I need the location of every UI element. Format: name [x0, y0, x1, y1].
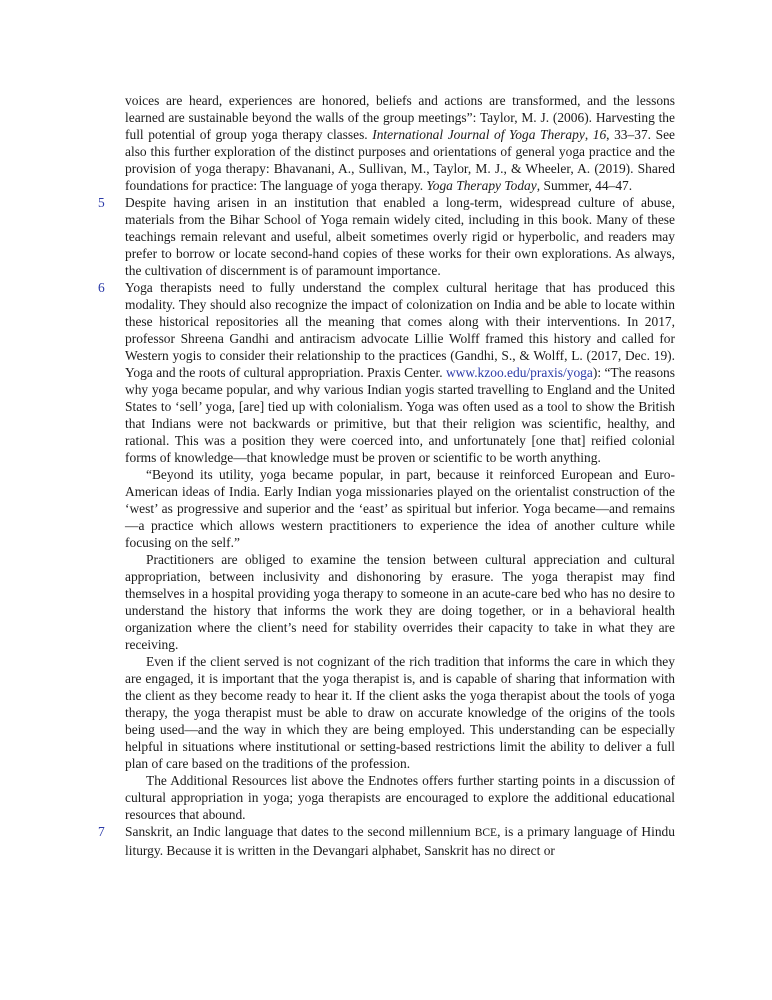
journal-title: Yoga Therapy Today [426, 178, 537, 193]
text-span: , [584, 127, 593, 142]
endnote-6 [98, 279, 675, 823]
text-span: , Summer, 44–47. [536, 178, 633, 193]
endnote-number: 6 [98, 280, 105, 295]
endnote-number: 5 [98, 195, 105, 210]
endnote-6-paragraph-3: Practitioners are obliged to examine the tension between cultural appreciation and cultural appropriation, between inclusivity and dishonoring by erasure. The yoga therapist may find themselves in a hospital providing yoga therapy to someone in an acute-care bed who has no desire to understand the history that informs the work they are doing together, or in a behavioral health organization where the client’s need for stability overrides their capacity to take in what they are receiving. [125, 552, 675, 652]
text-span: Sanskrit, an Indic language that dates to the second millennium [125, 824, 475, 839]
journal-volume: 16 [592, 127, 607, 142]
text-span: , is a primary language of Hindu liturgy. Because it is written in the Devangari alphabet, Sanskrit has no direct or [125, 824, 675, 858]
endnote-number: 7 [98, 824, 105, 839]
endnote-5-text: Despite having arisen in an institution that enabled a long-term, widespread culture of abuse, materials from the Bihar School of Yoga remain widely cited, including in this book. Many of these teachings remain relevant and useful, albeit sometimes overly rigid or hyperbolic, and readers may prefer to borrow or locate second-hand copies of these works for their own explorations. As always, the cultivation of discernment is of paramount importance. [125, 195, 675, 278]
text-span: , 33–37. See also this further exploration of the distinct purposes and orientations of general yoga practice and the provision of yoga therapy: Bhavanani, A., Sullivan, M., Taylor, M. J., & Wheeler, A. (2019). Shared foundations for practice: The language of yoga therapy. [125, 127, 676, 193]
praxis-link[interactable]: www.kzoo.edu/praxis/yoga [445, 365, 593, 380]
endnote-6-paragraph-1 [125, 279, 675, 466]
endnote-6-paragraph-2: “Beyond its utility, yoga became popular, in part, because it reinforced European and Euro-American ideas of India. Early Indian yoga missionaries played on the orientalist construction of the ‘west’ as progressive and superior and the ‘east’ as spiritual but inferior. Yoga became—and remains—a practice which allows western practitioners to experience the idea of another culture while focusing on the self.” [125, 467, 675, 550]
endnote-4-text [125, 92, 675, 194]
text-span: ): “The reasons why yoga became popular, and why various Indian yogis started travelling to England and the United States to ‘sell’ yoga, [are] tied up with colonialism. Yoga was often used as a tool to show the British that Indians were not backwards or primitive, but that their religion was scientific, healthy, and rational. This was a position they were coerced into, and unfortunately [one that] reified colonial forms of knowledge—that knowledge must be proven or scientific to be worth anything. [125, 365, 675, 465]
endnote-6-paragraph-5: The Additional Resources list above the Endnotes offers further starting points in a discussion of cultural appropriation in yoga; yoga therapists are encouraged to explore the additional educational resources that abound. [125, 773, 675, 822]
endnote-7-text [125, 823, 675, 859]
endnote-5 [98, 194, 675, 279]
era-abbreviation: BCE [474, 827, 498, 839]
endnote-6-paragraph-4: Even if the client served is not cognizant of the rich tradition that informs the care in which they are engaged, it is important that the yoga therapist is, and is capable of sharing that information with the client as they become ready to hear it. If the client asks the yoga therapist about the tools of yoga therapy, the yoga therapist must be able to draw on accurate knowledge of the origins of the tools being used—and the way in which they are being employed. This understanding can be especially helpful in situations where institutional or setting-based restrictions limit the ability to deliver a full plan of care based on the traditions of the profession. [125, 654, 675, 771]
text-span: Yoga therapists need to fully understand the complex cultural heritage that has produced this modality. They should also recognize the impact of colonization on India and be able to locate within these historical repositories all the meaning that comes along with their interventions. In 2017, professor Shreena Gandhi and antiracism advocate Lillie Wolff framed this history and called for Western yogis to consider their relationship to the practices (Gandhi, S., & Wolff, L. (2017, Dec. 19). Yoga and the roots of cultural appropriation. Praxis Center. [125, 280, 675, 380]
endnotes-page [98, 92, 676, 859]
endnote-4-continued [125, 92, 675, 194]
endnote-7 [98, 823, 675, 859]
journal-title: International Journal of Yoga Therapy [372, 127, 585, 142]
text-span: voices are heard, experiences are honored, beliefs and actions are transformed, and the lessons learned are sustainable beyond the walls of the group meetings”: Taylor, M. J. (2006). Harvesting the full potential of group yoga therapy classes. [125, 93, 675, 142]
